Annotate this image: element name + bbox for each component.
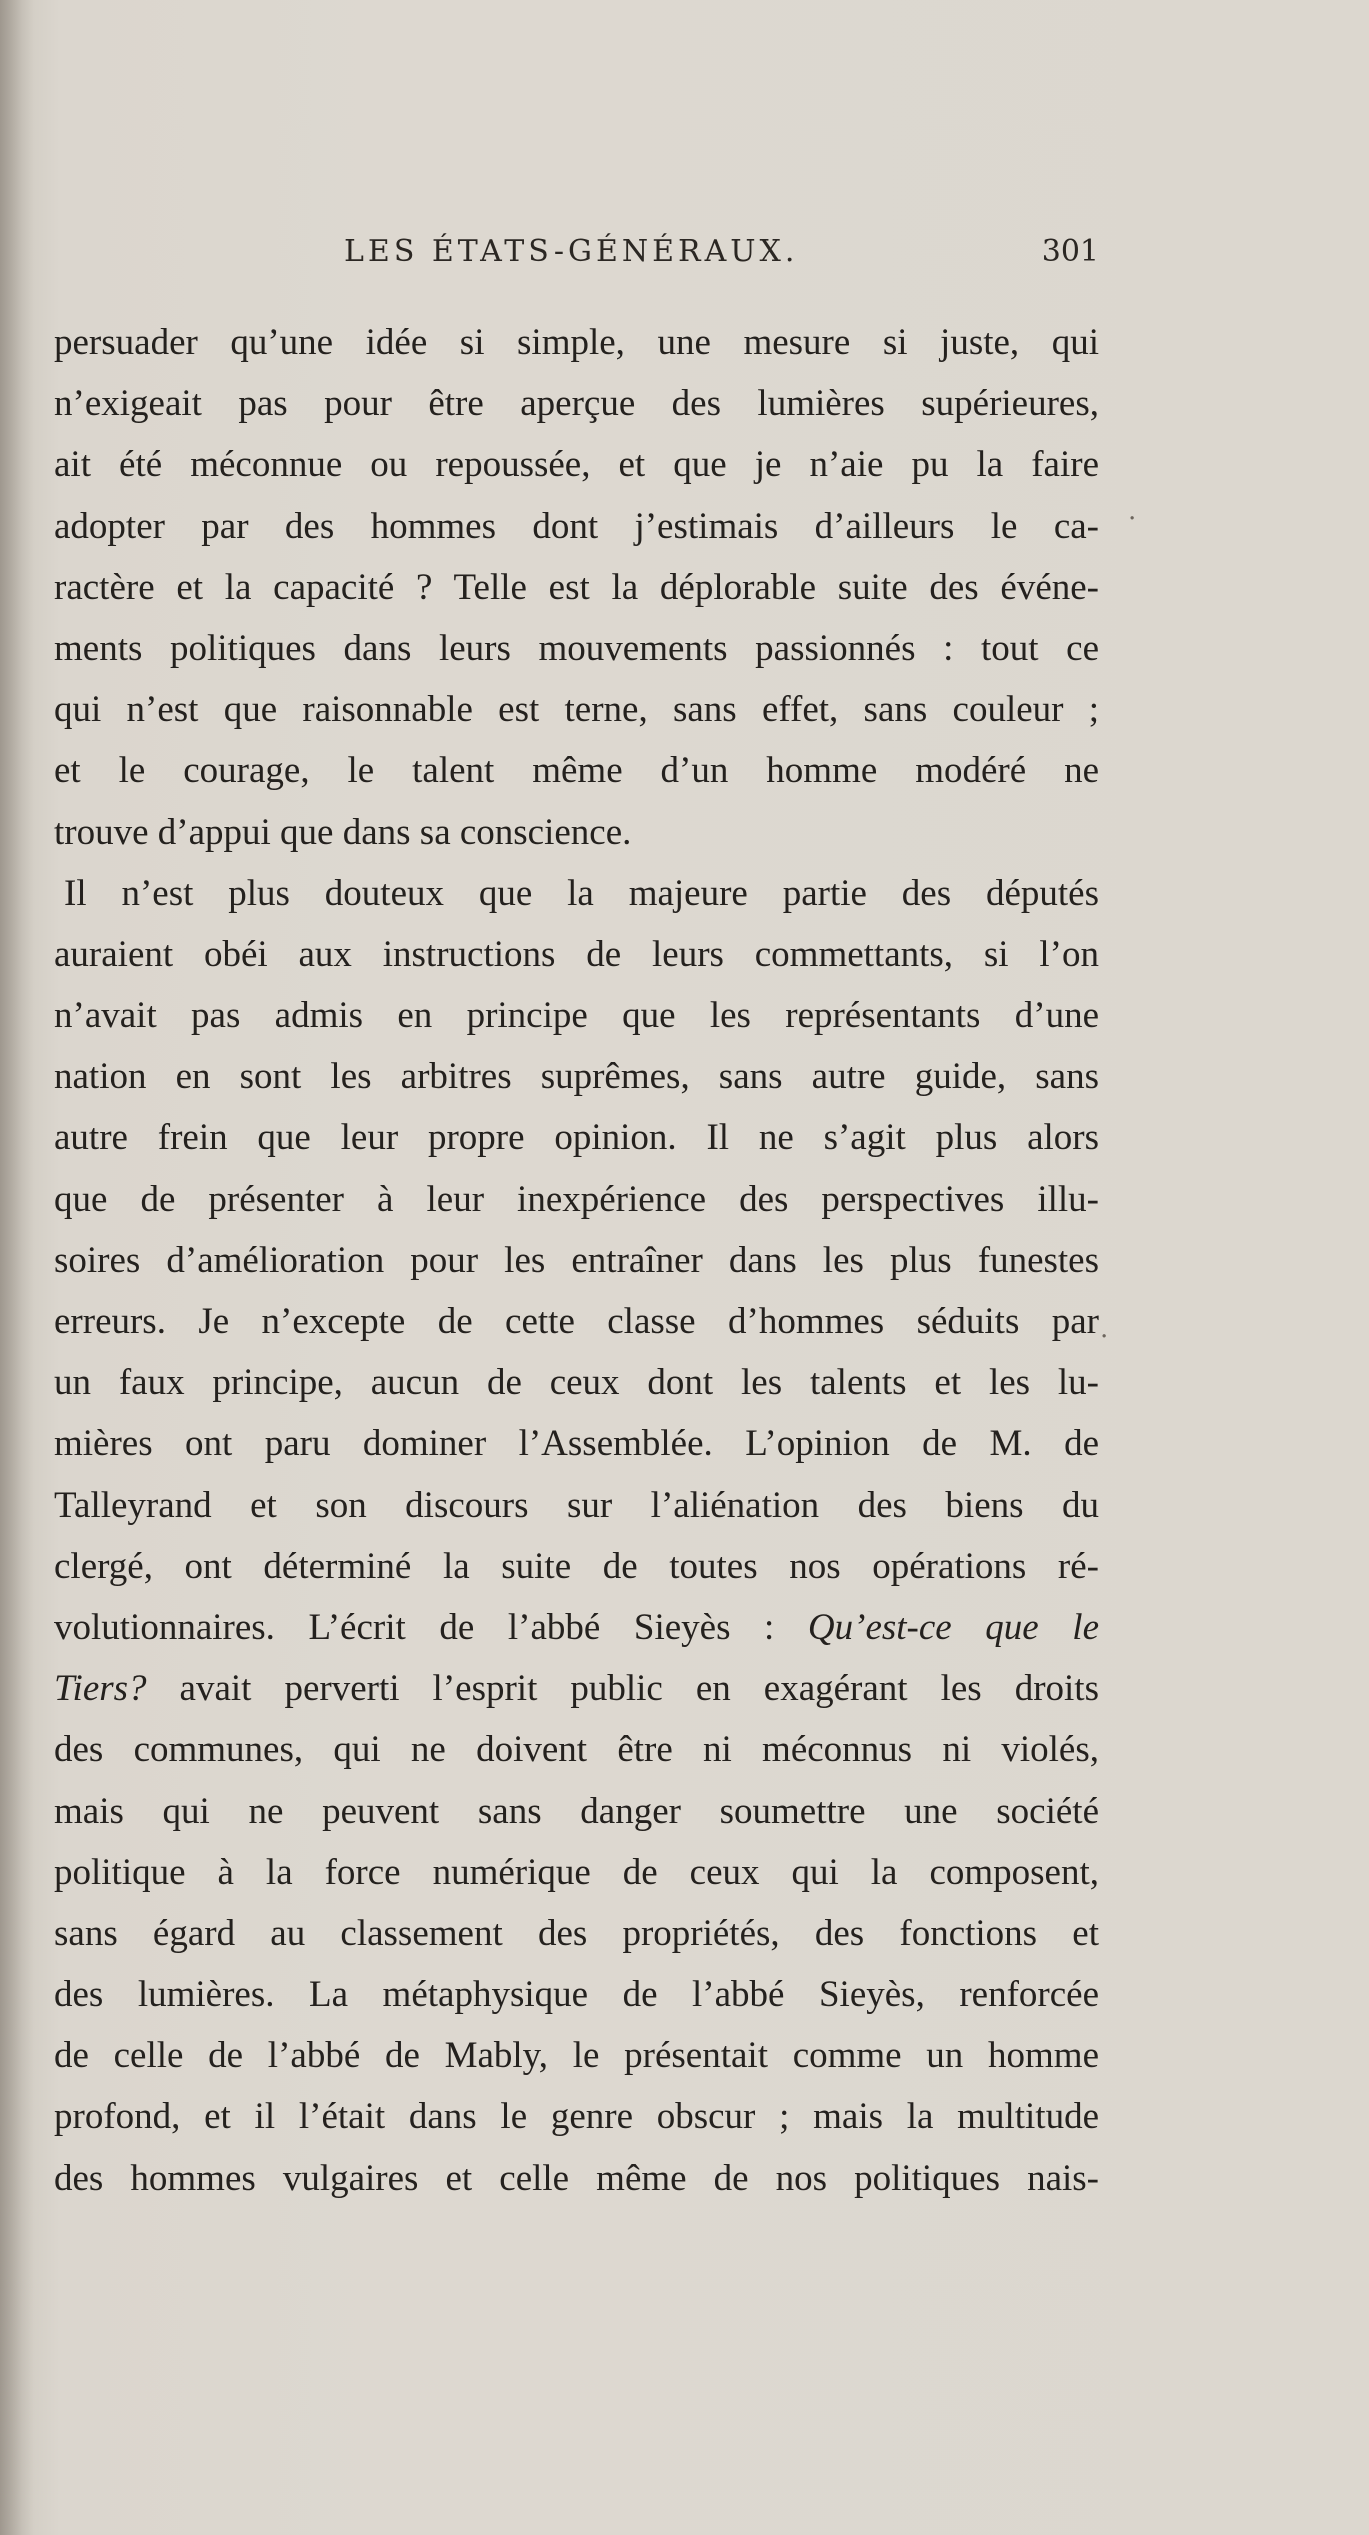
text-line: mières ont paru dominer l’Assemblée. L’opinion de M. de	[54, 1423, 1099, 1465]
text-line: erreurs. Je n’excepte de cette classe d’hommes séduits par	[54, 1301, 1099, 1342]
text-line: que de présenter à leur inexpérience des perspectives illu-	[54, 1178, 1099, 1220]
body-text	[54, 312, 1099, 2209]
page-number: 301	[1041, 234, 1099, 269]
text-line: n’avait pas admis en principe que les représentants d’une	[54, 995, 1099, 1037]
margin-speck-mark: .	[1100, 1314, 1109, 1344]
text-line: et le courage, le talent même d’un homme modéré ne	[54, 750, 1099, 792]
text-line: mais qui ne peuvent sans danger soumettre une société	[54, 1790, 1099, 1832]
text-line: sans égard au classement des propriétés, des fonctions et	[54, 1912, 1099, 1954]
book-title-italic: Tiers?	[54, 1668, 147, 1710]
text-line: n’exigeait pas pour être aperçue des lumières supérieures,	[54, 383, 1099, 425]
text-line: ait été méconnue ou repoussée, et que je n’aie pu la faire	[54, 444, 1099, 486]
text-line: ractère et la capacité ? Telle est la déplorable suite des événe-	[54, 566, 1099, 608]
text-line: profond, et il l’était dans le genre obscur ; mais la multitude	[54, 2096, 1099, 2138]
paragraph-end-line: trouve d’appui que dans sa conscience.	[54, 811, 632, 853]
text-line-with-italic	[54, 1597, 1099, 1658]
text-line: un faux principe, aucun de ceux dont les talents et les lu-	[54, 1362, 1099, 1404]
text-line: des hommes vulgaires et celle même de nos politiques nais-	[54, 2157, 1099, 2199]
text-line: qui n’est que raisonnable est terne, sans effet, sans couleur ;	[54, 689, 1099, 731]
text-line: persuader qu’une idée si simple, une mesure si juste, qui	[54, 322, 1099, 363]
text-line: clergé, ont déterminé la suite de toutes nos opérations ré-	[54, 1545, 1099, 1587]
text-line: ments politiques dans leurs mouvements passionnés : tout ce	[54, 627, 1099, 669]
text-line: nation en sont les arbitres suprêmes, sans autre guide, sans	[54, 1056, 1099, 1098]
book-title-italic: Qu’est-ce que le	[807, 1606, 1099, 1648]
text-line: de celle de l’abbé de Mably, le présentait comme un homme	[54, 2035, 1099, 2077]
text-line: Talleyrand et son discours sur l’aliénation des biens du	[54, 1484, 1099, 1526]
line-text-roman: avait perverti l’esprit public en exagérant les droits	[146, 1668, 1099, 1710]
binding-shadow	[0, 0, 34, 2535]
text-line: auraient obéi aux instructions de leurs commettants, si l’on	[54, 933, 1099, 975]
text-line: politique à la force numérique de ceux qui la composent,	[54, 1851, 1099, 1893]
text-line: autre frein que leur propre opinion. Il ne s’agit plus alors	[54, 1117, 1099, 1159]
text-line: soires d’amélioration pour les entraîner dans les plus funestes	[54, 1239, 1099, 1281]
paragraph-start-line: Il n’est plus douteux que la majeure partie des députés	[64, 872, 1099, 914]
line-text-roman: volutionnaires. L’écrit de l’abbé Sieyès :	[54, 1606, 808, 1648]
running-head	[54, 234, 1099, 274]
running-title: LES ÉTATS-GÉNÉRAUX.	[344, 234, 799, 269]
text-line: adopter par des hommes dont j’estimais d’ailleurs le ca-	[54, 505, 1099, 547]
text-line: des communes, qui ne doivent être ni méconnus ni violés,	[54, 1729, 1099, 1771]
margin-speck-mark: .	[1128, 496, 1137, 526]
text-line-with-italic	[54, 1658, 1099, 1719]
text-line: des lumières. La métaphysique de l’abbé Sieyès, renforcée	[54, 1974, 1099, 2016]
